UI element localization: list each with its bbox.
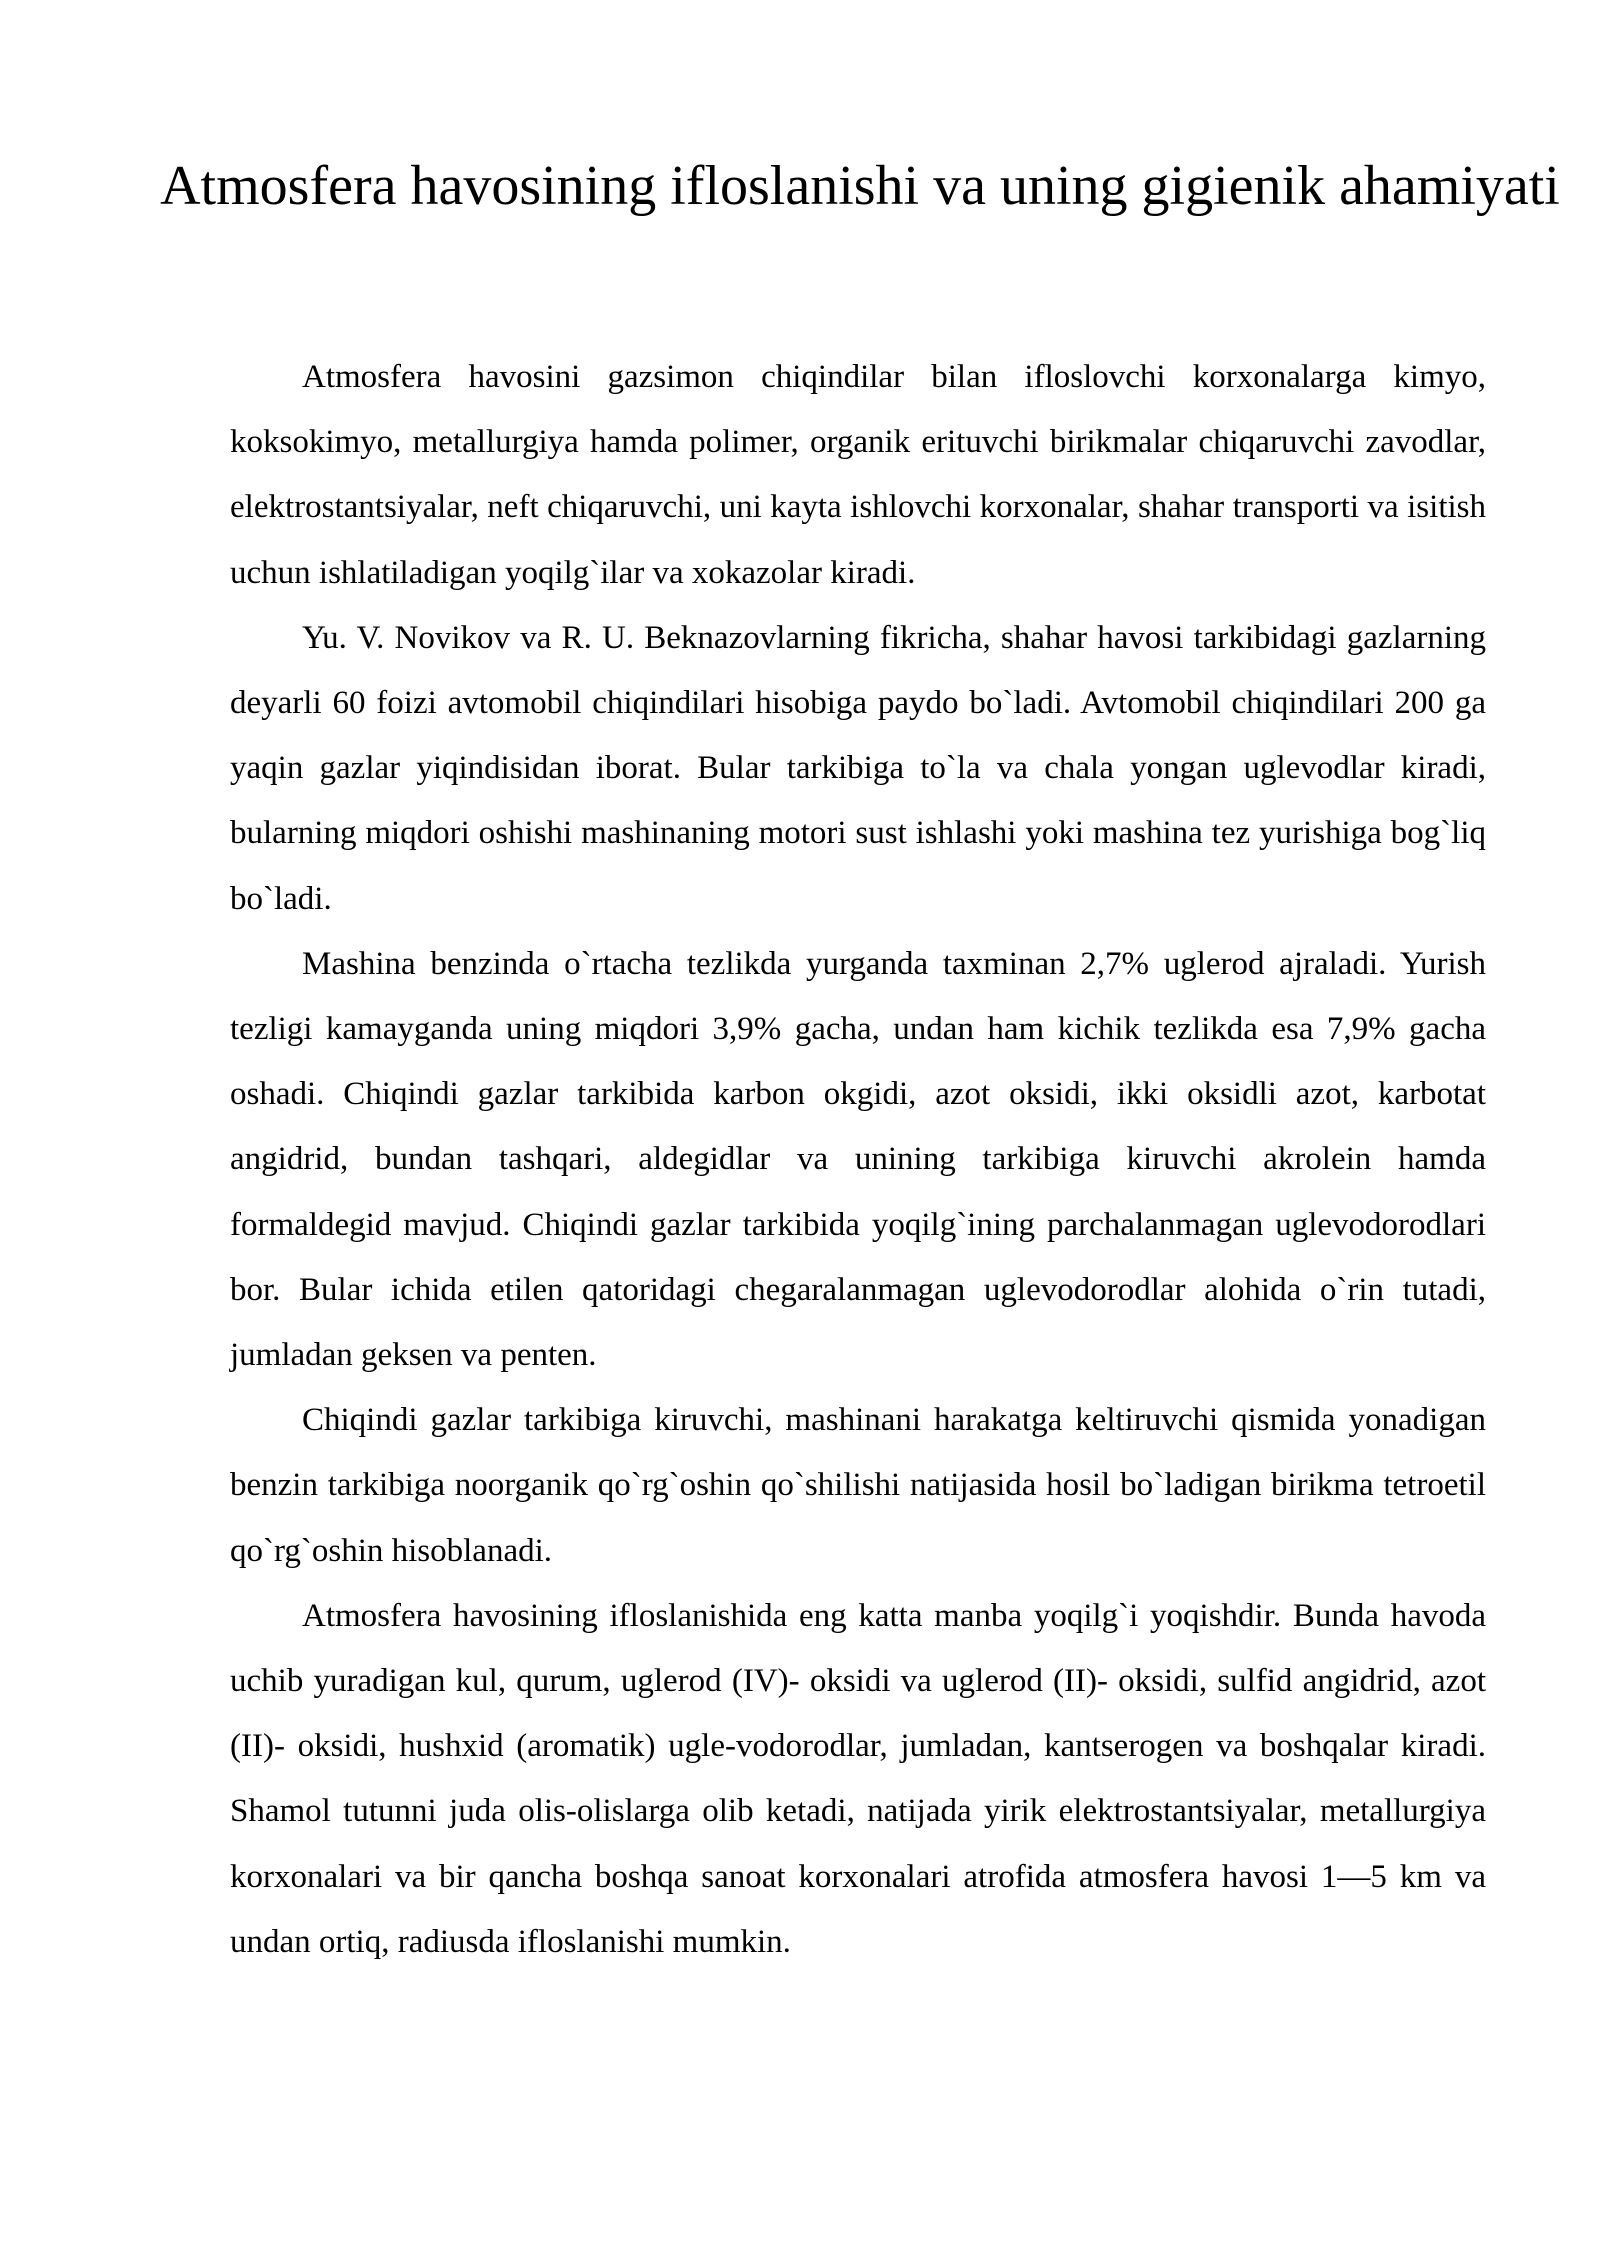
- document-body: [230, 345, 1486, 1975]
- document-title: Atmosfera havosining ifloslanishi va uning gigienik ahamiyati: [160, 155, 1560, 217]
- paragraph-fuel-combustion: Atmosfera havosining ifloslanishida eng katta manba yoqilg`i yoqishdir. Bunda havoda uchib yuradigan kul, qurum, uglerod (IV)- oksidi va uglerod (II)- oksidi, sulfid angidrid, azot (II)- oksidi, hushxid (aromatik) ugle-vodorodlar, jumladan, kantserogen va boshqalar kiradi. Shamol tutunni juda olis-olislarga olib ketadi, natijada yirik elektrostantsiyalar, metallurgiya korxonalari va bir qancha boshqa sanoat korxonalari atrofida atmosfera havosi 1—5 km va undan ortiq, radiusda ifloslanishi mumkin.: [230, 1597, 1486, 1960]
- paragraph-tetraethyl-lead: Chiqindi gazlar tarkibiga kiruvchi, mashinani harakatga keltiruvchi qismida yonadigan benzin tarkibiga noorganik qo`rg`oshin qo`shilishi natijasida hosil bo`ladigan birikma tetroetil qo`rg`oshin hisoblanadi.: [230, 1402, 1486, 1569]
- paragraph-carbon-content: Mashina benzinda o`rtacha tezlikda yurganda taxminan 2,7% uglerod ajraladi. Yurish tezligi kamayganda uning miqdori 3,9% gacha, undan ham kichik tezlikda esa 7,9% gacha oshadi. Chiqindi gazlar tarkibida karbon okgidi, azot oksidi, ikki oksidli azot, karbotat angidrid, bundan tashqari, aldegidlar va unining tarkibiga kiruvchi akrolein hamda formaldegid mavjud. Chiqindi gazlar tarkibida yoqilg`ining parchalanmagan uglevodorodlari bor. Bular ichida etilen qatoridagi chegaralanmagan uglevodorodlar alohida o`rin tutadi, jumladan geksen va penten.: [230, 945, 1486, 1374]
- paragraph-vehicle-emissions: Yu. V. Novikov va R. U. Beknazovlarning fikricha, shahar havosi tarkibidagi gazlarning deyarli 60 foizi avtomobil chiqindilari hisobiga paydo bo`ladi. Avtomobil chiqindilari 200 ga yaqin gazlar yiqindisidan iborat. Bular tarkibiga to`la va chala yongan uglevodlar kiradi, bularning miqdori oshishi mashinaning motori sust ishlashi yoki mashina tez yurishiga bog`liq bo`ladi.: [230, 619, 1486, 917]
- paragraph-polluting-enterprises: Atmosfera havosini gazsimon chiqindilar bilan ifloslovchi korxonalarga kimyo, koksokimyo, metallurgiya hamda polimer, organik erituvchi birikmalar chiqaruvchi zavodlar, elektrostantsiyalar, neft chiqaruvchi, uni kayta ishlovchi korxonalar, shahar transporti va isitish uchun ishlatiladigan yoqilg`ilar va xokazolar kiradi.: [230, 359, 1486, 591]
